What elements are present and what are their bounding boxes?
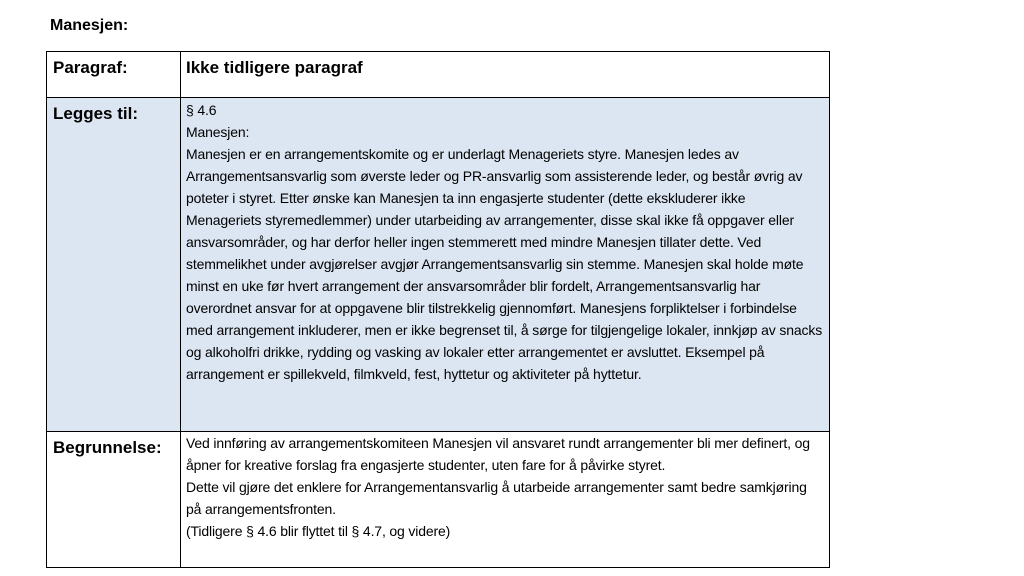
begrunnelse-paragraph: (Tidligere § 4.6 blir flyttet til § 4.7, og videre) <box>186 523 451 539</box>
begrunnelse-label: Begrunnelse: <box>47 432 181 568</box>
begrunnelse-paragraph: Dette vil gjøre det enklere for Arrangementansvarlig å utarbeide arrangementer samt bedre samkjøring på arrangementsfronten. <box>186 479 807 517</box>
proposal-table <box>46 51 830 568</box>
begrunnelse-paragraph: Ved innføring av arrangementskomiteen Manesjen vil ansvaret rundt arrangementer bli mer definert, og åpner for kreative forslag fra engasjerte studenter, uten fare for å påvirke styret. <box>186 435 810 473</box>
section-number: § 4.6 <box>186 102 217 118</box>
legges-til-label: Legges til: <box>47 98 181 432</box>
section-body: Manesjen er en arrangementskomite og er underlagt Menageriets styre. Manesjen ledes av Arrangementsansvarlig som øverste leder og PR-ansvarlig som assisterende leder, og består øvrig av poteter i styret. Etter ønske kan Manesjen ta inn engasjerte studenter (dette ekskluderer ikke Menageriets styremedlemmer) under utarbeiding av arrangementer, disse skal ikke få oppgaver eller ansvarsområder, og har derfor heller ingen stemmerett med mindre Manesjen tillater dette. Ved stemmelikhet under avgjørelser avgjør Arrangementsansvarlig sin stemme. Manesjen skal holde møte minst en uke før hvert arrangement der ansvarsområder blir fordelt, Arrangementsansvarlig har overordnet ansvar for at oppgavene blir tilstrekkelig gjennomført. Manesjens forpliktelser i forbindelse med arrangement inkluderer, men er ikke begrenset til, å sørge for tilgjengelige lokaler, innkjøp av snacks og alkoholfri drikke, rydding og vasking av lokaler etter arrangementet er avsluttet. Eksempel på arrangement er spillekveld, filmkveld, fest, hyttetur og aktiviteter på hyttetur. <box>186 146 823 382</box>
page-title: Manesjen: <box>50 17 129 34</box>
legges-til-content <box>181 98 830 432</box>
begrunnelse-content <box>181 432 830 568</box>
paragraf-label: Paragraf: <box>47 52 181 98</box>
paragraf-value: Ikke tidligere paragraf <box>181 52 830 98</box>
section-name: Manesjen: <box>186 124 250 140</box>
table-row-begrunnelse <box>47 432 830 568</box>
table-row-paragraf <box>47 52 830 98</box>
table-row-legges-til <box>47 98 830 432</box>
